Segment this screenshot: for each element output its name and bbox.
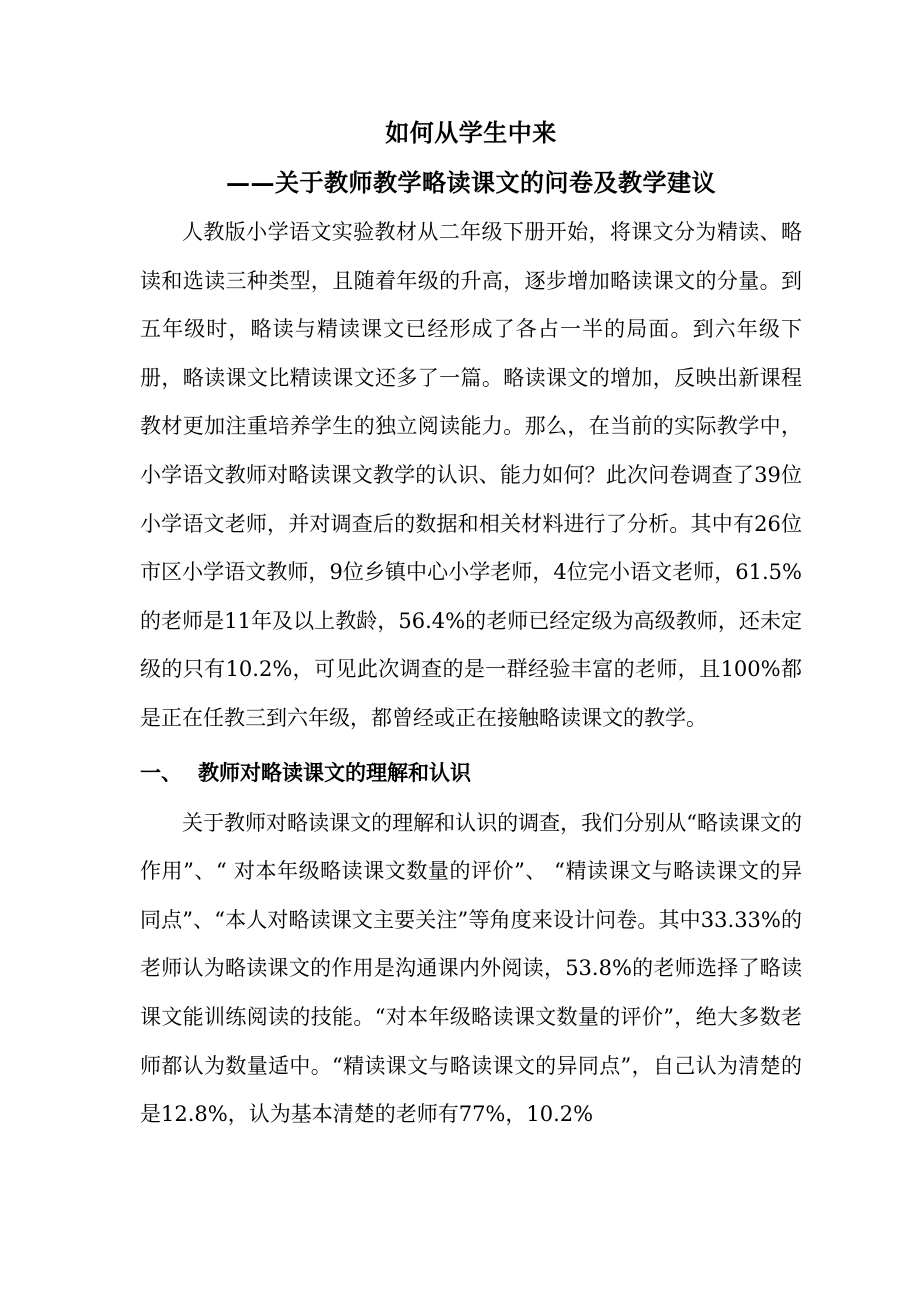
section-heading	[140, 749, 802, 797]
paragraph-intro: 人教版小学语文实验教材从二年级下册开始，将课文分为精读、略读和选读三种类型，且随着年级的升高，逐步增加略读课文的分量。到五年级时，略读与精读课文已经形成了各占一半的局面。到六年级下册，略读课文比精读课文还多了一篇。略读课文的增加，反映出新课程教材更加注重培养学生的独立阅读能力。那么，在当前的实际教学中，小学语文教师对略读课文教学的认识、能力如何？此次问卷调查了39位小学语文老师，并对调查后的数据和相关材料进行了分析。其中有26位市区小学语文教师，9位乡镇中心小学老师，4位完小语文老师，61.5%的老师是11年及以上教龄，56.4%的老师已经定级为高级教师，还未定级的只有10.2%，可见此次调查的是一群经验丰富的老师，且100%都是正在任教三到六年级，都曾经或正在接触略读课文的教学。	[140, 220, 802, 730]
section-number: 一、	[140, 760, 182, 785]
document-title: 如何从学生中来	[385, 118, 557, 147]
section-title: 教师对略读课文的理解和认识	[198, 760, 471, 785]
paragraph-section-1: 关于教师对略读课文的理解和认识的调查，我们分别从“略读课文的作用”、“ 对本年级略读课文数量的评价”、 “精读课文与略读课文的异同点”、“本人对略读课文主要关注”等角度来设计问卷。其中33.33%的老师认为略读课文的作用是沟通课内外阅读，53.8%的老师选择了略读课文能训练阅读的技能。“对本年级略读课文数量的评价”，绝大多数老师都认为数量适中。“精读课文与略读课文的异同点”，自己认为清楚的是12.8%，认为基本清楚的老师有77%，10.2%	[140, 810, 802, 1127]
document-subtitle: ——关于教师教学略读课文的问卷及教学建议	[226, 168, 716, 197]
